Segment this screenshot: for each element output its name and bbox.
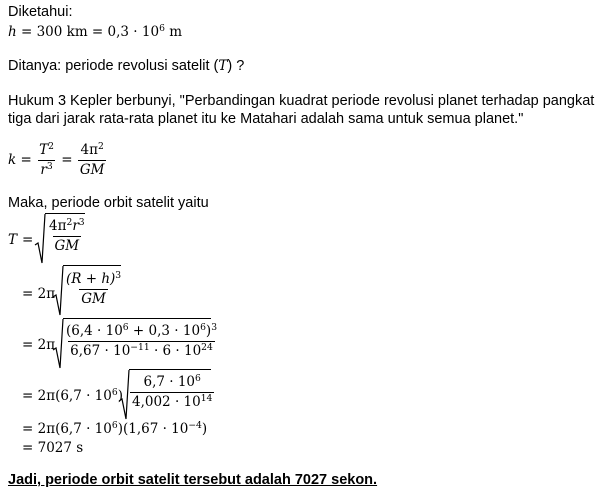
h-var: h	[8, 24, 17, 40]
sqrt-sign-1	[34, 213, 46, 265]
step2-fraction: $\frac{(R + h)^3}{GM}$	[66, 269, 122, 307]
step2-prefix: = 2π	[22, 286, 56, 302]
h-equation: = 300 km = 0,3 · 10	[16, 24, 160, 40]
radical-bar-1	[45, 213, 85, 214]
step4-fraction: $\frac{6,7 \cdot 10^6}{4,002 \cdot 10^{14}}$	[132, 372, 213, 410]
kepler-line-1: Hukum 3 Kepler berbunyi, "Perbandingan kuadrat periode revolusi planet terhadap pangkat	[8, 93, 595, 109]
radical-bar-3	[63, 318, 211, 319]
given-height: h = 300 km = $0,3 \cdot 10^6$ m	[8, 22, 182, 40]
then-line: Maka, periode orbit satelit yaitu	[8, 195, 209, 211]
step4-prefix: = $2\pi(6,7 \cdot 10^6)$	[22, 386, 123, 404]
step6-result: = 7027 s	[22, 440, 84, 456]
step3-fraction: $\frac{(6,4 \cdot 10^6 + 0,3 \cdot 10^6)^3}{6,67 \cdot 10^{-11} \cdot 6 \cdot 10^{24}}$	[66, 321, 218, 359]
4pi2-over-gm: $\frac{4\pi^2}{GM}$	[79, 140, 105, 178]
t2-over-r3: $\frac{T^2}{r^3}$	[39, 140, 54, 178]
radical-bar-2	[63, 265, 121, 266]
step3-prefix: = 2π	[22, 337, 56, 353]
given-heading: Diketahui:	[8, 4, 73, 20]
asked-line: Ditanya: periode revolusi satelit (T) ?	[8, 58, 245, 74]
equals-sign: =	[22, 232, 34, 248]
step1-fraction: $\frac{4\pi^2r^3}{GM}$	[49, 216, 85, 254]
kepler-equation: k = $\frac{T^2}{r^3}$ = $\frac{4\pi^2}{GM}$	[8, 140, 105, 178]
step5: = $2\pi(6,7 \cdot 10^6)(1,67 \cdot 10^{-4})$	[22, 419, 208, 437]
radical-bar-4	[129, 369, 211, 370]
t-var: T	[8, 232, 18, 248]
conclusion: Jadi, periode orbit satelit tersebut adalah 7027 sekon.	[8, 472, 378, 488]
kepler-line-2: tiga dari jarak rata-rata planet itu ke Matahari adalah sama untuk semua planet."	[8, 111, 524, 127]
